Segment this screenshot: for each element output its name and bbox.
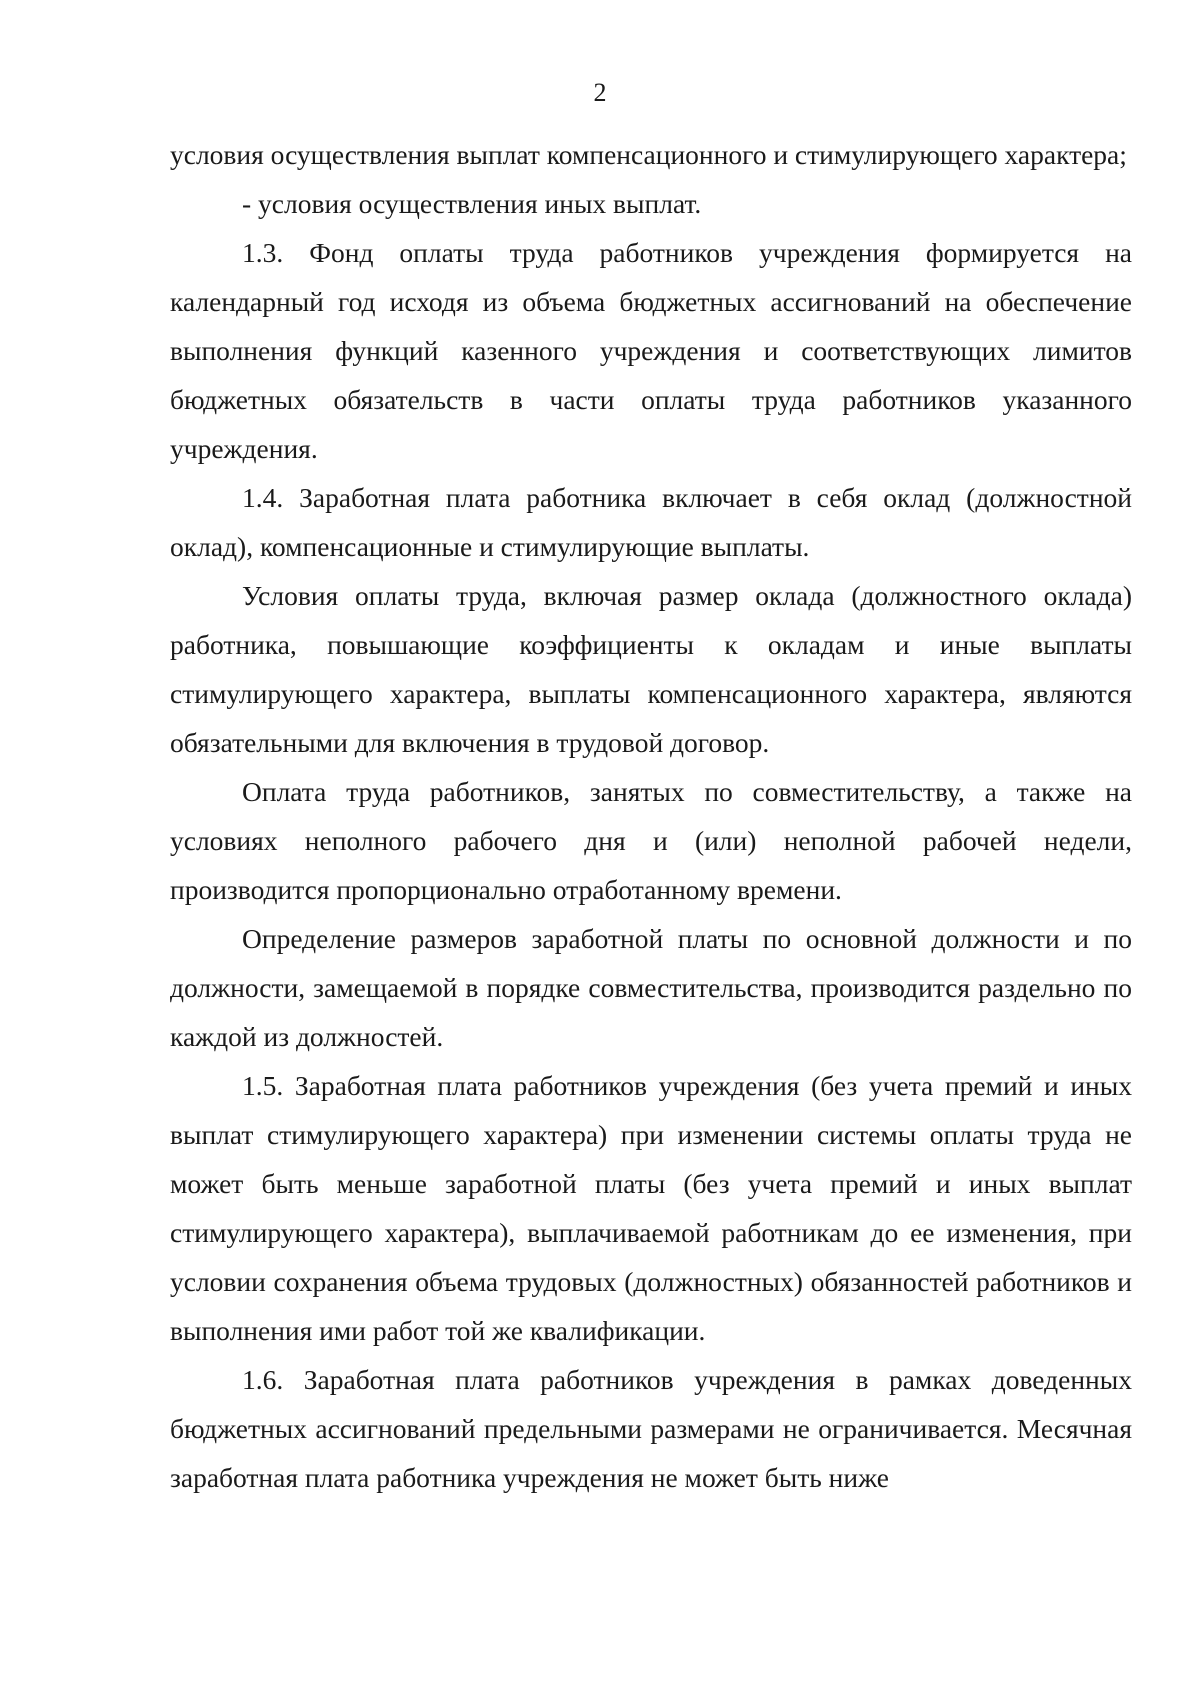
paragraph-1-5: 1.5. Заработная плата работников учреждения (без учета премий и иных выплат стимулирующего характера) при изменении системы оплаты труда не может быть меньше заработной платы (без учета премий и иных выплат стимулирующего характера), выплачиваемой работникам до ее изменения, при условии сохранения объема трудовых (должностных) обязанностей работников и выполнения ими работ той же квалификации.: [170, 1070, 1132, 1346]
paragraph-continuation: условия осуществления выплат компенсационного и стимулирующего характера;: [170, 139, 1127, 170]
paragraph-part-time: Оплата труда работников, занятых по совместительству, а также на условиях неполного рабочего дня и (или) неполной рабочей недели, производится пропорционально отработанному времени.: [170, 776, 1132, 905]
paragraph-separate-calc: Определение размеров заработной платы по основной должности и по должности, замещаемой в порядке совместительства, производится раздельно по каждой из должностей.: [170, 923, 1132, 1052]
document-body: [170, 130, 1132, 1502]
paragraph-1-6: 1.6. Заработная плата работников учреждения в рамках доведенных бюджетных ассигнований предельными размерами не ограничивается. Месячная заработная плата работника учреждения не может быть ниже: [170, 1364, 1132, 1493]
paragraph-pay-conditions: Условия оплаты труда, включая размер оклада (должностного оклада) работника, повышающие коэффициенты к окладам и иные выплаты стимулирующего характера, выплаты компенсационного характера, являются обязательными для включения в трудовой договор.: [170, 580, 1132, 758]
paragraph-list-item: - условия осуществления иных выплат.: [242, 188, 702, 219]
page-number: 2: [593, 78, 607, 107]
paragraph-1-3: 1.3. Фонд оплаты труда работников учреждения формируется на календарный год исходя из объема бюджетных ассигнований на обеспечение выполнения функций казенного учреждения и соответствующих лимитов бюджетных обязательств в части оплаты труда работников указанного учреждения.: [170, 237, 1132, 464]
paragraph-1-4: 1.4. Заработная плата работника включает в себя оклад (должностной оклад), компенсационные и стимулирующие выплаты.: [170, 482, 1132, 562]
